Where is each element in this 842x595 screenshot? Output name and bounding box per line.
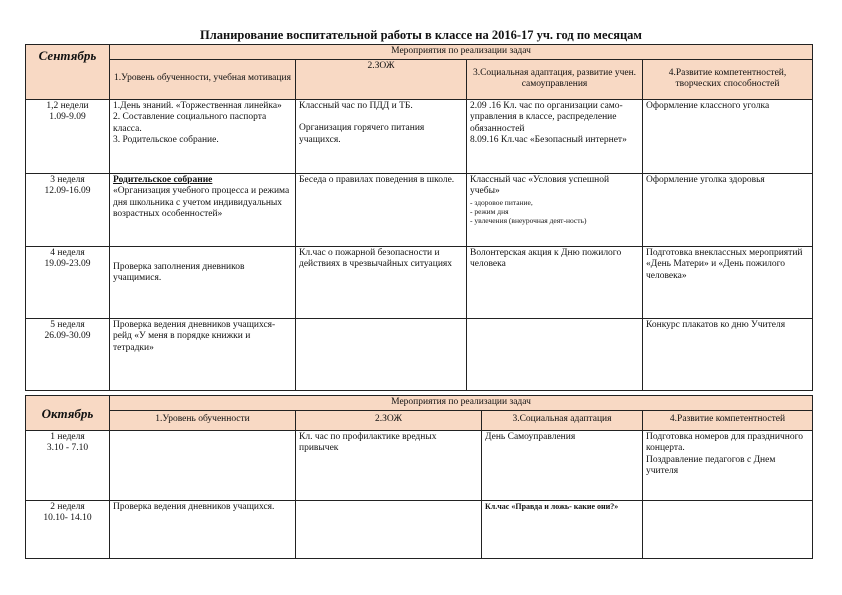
cell-competence [643,430,813,500]
cell-text: Классный час «Условия успешной учебы» [470,174,610,197]
cell-text: Подготовка внеклассных мероприятий «День Матери» и «День пожилого человека» [646,247,803,281]
cell-health [296,246,467,318]
week-cell [26,430,110,500]
cell-competence [643,246,813,318]
cell-heading: Родительское собрание [113,174,213,185]
week-label: 3 неделя [50,174,85,185]
cell-text: День Самоуправления [485,431,576,442]
week-label: 2 неделя [50,501,85,512]
column-header-2: 2.ЗОЖ [296,410,482,430]
table-row [26,430,813,500]
cell-competence [643,318,813,390]
cell-text: Поздравление педагогов с Днем учителя [646,454,776,477]
cell-social [467,318,643,390]
cell-subtext: Кл.час «Правда и ложь- какие они?» [485,501,619,511]
table-row [26,173,813,246]
cell-subtext: - режим дня [470,206,509,216]
week-label: 5 неделя [50,319,85,330]
cell-text: Кл. час по профилактике вредных привычек [299,431,437,454]
column-header-3: 3.Социальная адаптация, развитие учен. самоуправления [467,59,643,99]
cell-text: Кл.час о пожарной безопасности и действиях в чрезвычайных ситуациях [299,247,453,270]
cell-social [467,99,643,173]
column-header-2: 2.ЗОЖ [296,59,467,99]
group-header: Мероприятия по реализации задач [110,45,813,60]
cell-learning [110,430,296,500]
cell-text: Классный час по ПДД и ТБ. [299,100,413,111]
cell-social [482,500,643,558]
column-header-3: 3.Социальная адаптация [482,410,643,430]
week-label: 4 неделя [50,247,85,258]
table-row [26,318,813,390]
table-row [26,500,813,558]
september-table [25,44,813,391]
week-cell [26,173,110,246]
week-label: 1,2 недели [46,100,89,111]
cell-competence [643,99,813,173]
cell-text: Проверка заполнения дневников учащимися. [113,261,245,284]
cell-text: «Организация учебного процесса и режима дня школьника с учетом индивидуальных возрастных особенностей» [113,186,290,220]
week-cell [26,99,110,173]
week-dates: 26.09-30.09 [44,331,91,342]
cell-subtext: - здоровое питание, [470,197,533,207]
week-cell [26,246,110,318]
group-header: Мероприятия по реализации задач [110,396,813,411]
column-header-4: 4.Развитие компетентностей, творческих способностей [643,59,813,99]
cell-health [296,173,467,246]
month-september: Сентябрь [26,45,110,100]
cell-health [296,500,482,558]
cell-text: 3. Родительское собрание. [113,135,219,146]
cell-learning [110,99,296,173]
cell-learning [110,500,296,558]
week-dates: 19.09-23.09 [44,259,91,270]
cell-learning [110,246,296,318]
cell-text: Подготовка номеров для праздничного концерта. [646,431,803,454]
column-header-4: 4.Развитие компетентностей [643,410,813,430]
column-header-1: 1.Уровень обученности, учебная мотивация [110,59,296,99]
week-dates: 3.10 - 7.10 [46,443,89,454]
cell-health [296,430,482,500]
cell-learning [110,173,296,246]
week-label: 1 неделя [50,431,85,442]
week-dates: 1.09-9.09 [49,112,86,123]
cell-text: Оформление классного уголка [646,100,770,111]
week-dates: 12.09-16.09 [44,186,91,197]
cell-text: Проверка ведения дневников учащихся. [113,501,275,512]
cell-subtext: - увлечения (внеурочная деят-ность) [470,216,587,226]
cell-social [482,430,643,500]
page-title: Планирование воспитательной работы в классе на 2016-17 уч. год по месяцам [200,28,642,42]
cell-text: 2.09 .16 Кл. час по организации само-управления в классе, распределение обязанностей [470,100,623,134]
cell-text: Волонтерская акция к Дню пожилого человека [470,247,622,270]
table-row [26,99,813,173]
october-table [25,395,813,559]
cell-text: Беседа о правилах поведения в школе. [299,174,455,185]
cell-text: Организация горячего питания учащихся. [299,123,425,145]
cell-social [467,246,643,318]
month-october: Октябрь [26,396,110,431]
cell-text: Проверка ведения дневников учащихся- рейд «У меня в порядке книжки и тетрадки» [113,319,276,353]
cell-learning [110,318,296,390]
week-cell [26,318,110,390]
cell-competence [643,173,813,246]
cell-competence [643,500,813,558]
cell-text: 1.День знаний. «Торжественная линейка» [113,100,282,111]
cell-text: Оформление уголка здоровья [646,174,765,185]
cell-text: 2. Составление социального паспорта класса. [113,112,267,134]
column-header-1: 1.Уровень обученности [110,410,296,430]
week-dates: 10.10- 14.10 [43,513,92,524]
cell-health [296,318,467,390]
table-row [26,246,813,318]
cell-text: 8.09.16 Кл.час «Безопасный интернет» [470,135,627,146]
cell-text: Конкурс плакатов ко дню Учителя [646,319,786,330]
cell-health [296,99,467,173]
week-cell [26,500,110,558]
cell-social [467,173,643,246]
